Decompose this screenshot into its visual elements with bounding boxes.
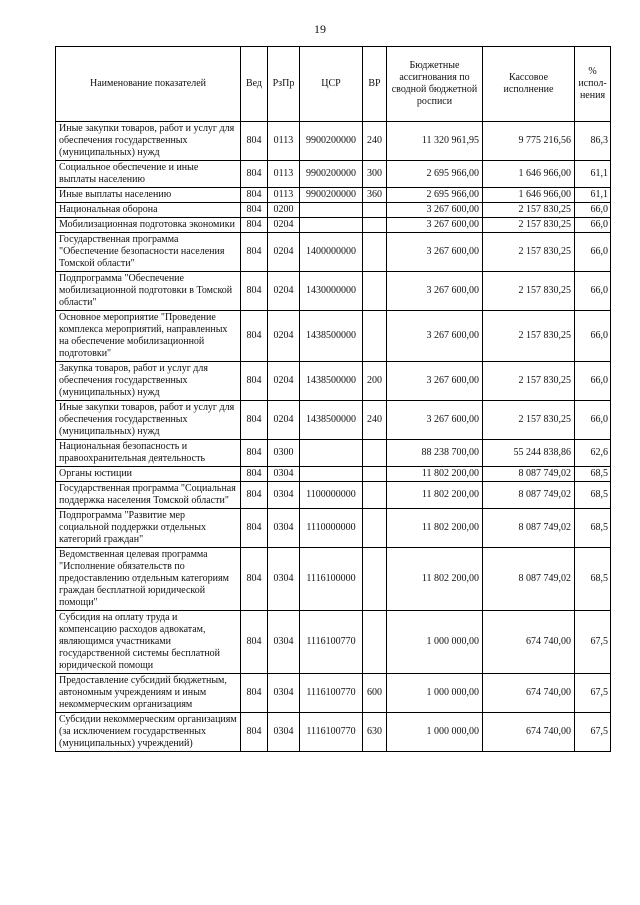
cell-csr: 1438500000 [300,311,363,362]
cell-pct: 67,5 [575,674,611,713]
cell-vr [363,467,387,482]
cell-name: Государственная программа "Обеспечение безопасности населения Томской области" [56,233,241,272]
cell-budget: 3 267 600,00 [387,272,483,311]
cell-vr [363,218,387,233]
cell-ved: 804 [241,362,268,401]
cell-rzpr: 0304 [268,548,300,611]
cell-pct: 67,5 [575,713,611,752]
cell-ved: 804 [241,122,268,161]
cell-rzpr: 0204 [268,311,300,362]
cell-vr: 240 [363,401,387,440]
cell-budget: 2 695 966,00 [387,188,483,203]
cell-name: Органы юстиции [56,467,241,482]
cell-budget: 1 000 000,00 [387,674,483,713]
header-ved: Вед [241,47,268,122]
cell-ved: 804 [241,509,268,548]
table-row [56,440,611,467]
cell-cash: 8 087 749,02 [483,548,575,611]
cell-budget: 3 267 600,00 [387,218,483,233]
cell-budget: 11 802 200,00 [387,467,483,482]
cell-budget: 3 267 600,00 [387,311,483,362]
cell-budget: 11 320 961,95 [387,122,483,161]
cell-rzpr: 0304 [268,509,300,548]
cell-budget: 11 802 200,00 [387,548,483,611]
cell-cash: 55 244 838,86 [483,440,575,467]
header-budget: Бюджетные ассигнования по сводной бюджетной росписи [387,47,483,122]
table-row [56,203,611,218]
cell-budget: 3 267 600,00 [387,401,483,440]
cell-vr [363,440,387,467]
cell-csr [300,467,363,482]
cell-name: Иные закупки товаров, работ и услуг для обеспечения государственных (муниципальных) нужд [56,401,241,440]
cell-cash: 8 087 749,02 [483,509,575,548]
cell-cash: 1 646 966,00 [483,188,575,203]
table-row [56,509,611,548]
cell-csr: 1400000000 [300,233,363,272]
cell-csr: 1116100770 [300,674,363,713]
cell-pct: 68,5 [575,482,611,509]
cell-vr [363,203,387,218]
cell-budget: 11 802 200,00 [387,482,483,509]
cell-vr [363,311,387,362]
cell-name: Национальная оборона [56,203,241,218]
cell-ved: 804 [241,203,268,218]
cell-ved: 804 [241,467,268,482]
cell-csr: 1116100770 [300,611,363,674]
cell-budget: 2 695 966,00 [387,161,483,188]
cell-budget: 3 267 600,00 [387,233,483,272]
cell-rzpr: 0113 [268,161,300,188]
table-row [56,122,611,161]
cell-cash: 2 157 830,25 [483,401,575,440]
cell-csr: 1438500000 [300,362,363,401]
cell-name: Государственная программа "Социальная поддержка населения Томской области" [56,482,241,509]
cell-ved: 804 [241,311,268,362]
cell-csr: 1438500000 [300,401,363,440]
cell-ved: 804 [241,440,268,467]
cell-name: Основное мероприятие "Проведение комплекса мероприятий, направленных на обеспечение мобилизационной подготовки" [56,311,241,362]
cell-vr: 200 [363,362,387,401]
cell-csr: 1110000000 [300,509,363,548]
cell-rzpr: 0204 [268,401,300,440]
cell-name: Подпрограмма "Развитие мер социальной поддержки отдельных категорий граждан" [56,509,241,548]
cell-cash: 2 157 830,25 [483,203,575,218]
table-row [56,272,611,311]
cell-cash: 8 087 749,02 [483,482,575,509]
header-rzpr: РзПр [268,47,300,122]
table-row [56,401,611,440]
cell-pct: 66,0 [575,362,611,401]
cell-pct: 66,0 [575,401,611,440]
header-name: Наименование показателей [56,47,241,122]
cell-pct: 66,0 [575,272,611,311]
cell-ved: 804 [241,548,268,611]
cell-budget: 88 238 700,00 [387,440,483,467]
table-row [56,188,611,203]
cell-cash: 2 157 830,25 [483,272,575,311]
table-row [56,548,611,611]
budget-table [55,46,611,752]
cell-name: Иные закупки товаров, работ и услуг для обеспечения государственных (муниципальных) нужд [56,122,241,161]
cell-rzpr: 0204 [268,218,300,233]
header-vr: ВР [363,47,387,122]
cell-pct: 67,5 [575,611,611,674]
cell-pct: 61,1 [575,161,611,188]
cell-pct: 68,5 [575,467,611,482]
cell-cash: 674 740,00 [483,674,575,713]
cell-name: Закупка товаров, работ и услуг для обеспечения государственных (муниципальных) нужд [56,362,241,401]
cell-vr [363,272,387,311]
cell-vr: 240 [363,122,387,161]
cell-vr [363,611,387,674]
cell-ved: 804 [241,674,268,713]
cell-csr: 1116100000 [300,548,363,611]
cell-ved: 804 [241,713,268,752]
cell-vr [363,509,387,548]
cell-pct: 66,0 [575,311,611,362]
cell-name: Предоставление субсидий бюджетным, автономным учреждениям и иным некоммерческим организациям [56,674,241,713]
cell-cash: 2 157 830,25 [483,218,575,233]
table-row [56,161,611,188]
cell-rzpr: 0300 [268,440,300,467]
header-row [56,47,611,122]
cell-csr [300,218,363,233]
table-row [56,218,611,233]
cell-rzpr: 0204 [268,233,300,272]
page-number: 19 [314,22,326,36]
cell-rzpr: 0304 [268,482,300,509]
table-row [56,611,611,674]
cell-vr [363,548,387,611]
cell-ved: 804 [241,272,268,311]
cell-budget: 3 267 600,00 [387,362,483,401]
cell-rzpr: 0304 [268,713,300,752]
cell-ved: 804 [241,482,268,509]
header-pct: % испол-нения [575,47,611,122]
cell-pct: 66,0 [575,233,611,272]
table-row [56,674,611,713]
cell-ved: 804 [241,401,268,440]
table-row [56,713,611,752]
cell-rzpr: 0304 [268,611,300,674]
table-row [56,362,611,401]
cell-vr [363,233,387,272]
cell-vr: 300 [363,161,387,188]
cell-rzpr: 0304 [268,467,300,482]
cell-pct: 68,5 [575,509,611,548]
cell-rzpr: 0204 [268,272,300,311]
cell-ved: 804 [241,218,268,233]
cell-vr: 630 [363,713,387,752]
cell-cash: 674 740,00 [483,611,575,674]
cell-cash: 2 157 830,25 [483,311,575,362]
cell-rzpr: 0113 [268,122,300,161]
cell-cash: 8 087 749,02 [483,467,575,482]
cell-pct: 68,5 [575,548,611,611]
cell-pct: 86,3 [575,122,611,161]
header-cash: Кассовое исполнение [483,47,575,122]
cell-vr: 360 [363,188,387,203]
table-row [56,467,611,482]
cell-csr: 9900200000 [300,188,363,203]
cell-name: Социальное обеспечение и иные выплаты населению [56,161,241,188]
cell-name: Ведомственная целевая программа "Исполнение обязательств по предоставлению отдельным категориям граждан бесплатной юридической помощи" [56,548,241,611]
cell-name: Национальная безопасность и правоохранительная деятельность [56,440,241,467]
header-csr: ЦСР [300,47,363,122]
cell-csr: 1430000000 [300,272,363,311]
cell-name: Субсидии некоммерческим организациям (за исключением государственных (муниципальных) учреждений) [56,713,241,752]
cell-ved: 804 [241,188,268,203]
cell-pct: 62,6 [575,440,611,467]
cell-rzpr: 0204 [268,362,300,401]
cell-ved: 804 [241,161,268,188]
cell-csr [300,440,363,467]
cell-pct: 66,0 [575,203,611,218]
cell-cash: 2 157 830,25 [483,233,575,272]
table-row [56,233,611,272]
cell-name: Субсидия на оплату труда и компенсацию расходов адвокатам, являющимся участниками государственной системы бесплатной юридической помощи [56,611,241,674]
table-row [56,482,611,509]
cell-csr: 1100000000 [300,482,363,509]
cell-rzpr: 0200 [268,203,300,218]
cell-budget: 11 802 200,00 [387,509,483,548]
cell-cash: 674 740,00 [483,713,575,752]
cell-pct: 61,1 [575,188,611,203]
cell-ved: 804 [241,233,268,272]
cell-csr: 9900200000 [300,122,363,161]
cell-rzpr: 0304 [268,674,300,713]
cell-cash: 9 775 216,56 [483,122,575,161]
cell-ved: 804 [241,611,268,674]
table-row [56,311,611,362]
cell-csr [300,203,363,218]
cell-csr: 9900200000 [300,161,363,188]
cell-csr: 1116100770 [300,713,363,752]
cell-rzpr: 0113 [268,188,300,203]
cell-vr [363,482,387,509]
cell-pct: 66,0 [575,218,611,233]
cell-budget: 1 000 000,00 [387,611,483,674]
cell-vr: 600 [363,674,387,713]
cell-name: Иные выплаты населению [56,188,241,203]
cell-cash: 1 646 966,00 [483,161,575,188]
cell-name: Подпрограмма "Обеспечение мобилизационной подготовки в Томской области" [56,272,241,311]
cell-name: Мобилизационная подготовка экономики [56,218,241,233]
table-body [56,122,611,752]
cell-budget: 1 000 000,00 [387,713,483,752]
cell-budget: 3 267 600,00 [387,203,483,218]
cell-cash: 2 157 830,25 [483,362,575,401]
